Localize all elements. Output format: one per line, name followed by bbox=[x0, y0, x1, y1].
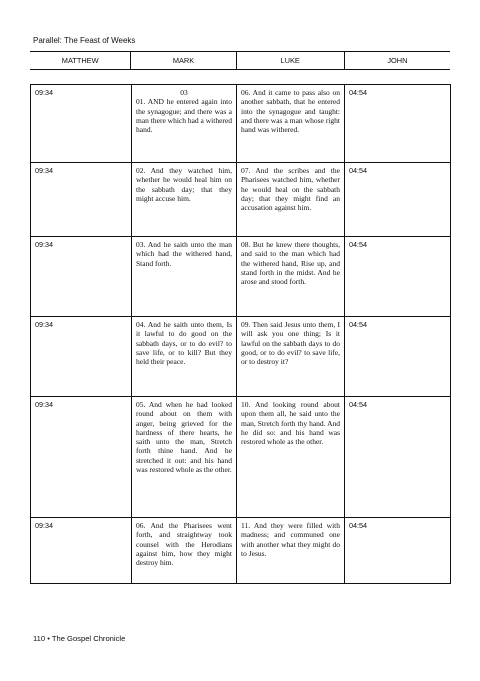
matthew-ref: 09:34 bbox=[31, 518, 132, 584]
mark-verse: 01. AND he entered again into the synagogue; and there was a man there which had a withered hand. bbox=[136, 97, 233, 135]
luke-verse: 10. And looking round about upon them all, he said unto the man, Stretch forth thy hand. And he did so: and his hand was restored whole as the other. bbox=[237, 397, 345, 518]
mark-cell bbox=[132, 85, 237, 163]
table-row bbox=[31, 518, 451, 584]
luke-verse: 08. But he knew there thoughts, and said to the man which had the withered hand, Rise up, and stand forth in the midst. And he arose and stood forth. bbox=[237, 237, 345, 317]
matthew-ref: 09:34 bbox=[31, 163, 132, 237]
column-header-john: JOHN bbox=[344, 52, 450, 70]
luke-verse: 11. And they were filled with madness; and communed one with another what they might do to Jesus. bbox=[237, 518, 345, 584]
mark-verse: 03. And he saith unto the man which had the withered hand, Stand forth. bbox=[132, 237, 237, 317]
mark-section-number: 03 bbox=[180, 88, 188, 97]
table-row bbox=[31, 237, 451, 317]
john-ref: 04:54 bbox=[345, 317, 451, 397]
table-row bbox=[31, 163, 451, 237]
column-header-matthew: MATTHEW bbox=[30, 52, 131, 70]
matthew-ref: 09:34 bbox=[31, 397, 132, 518]
table-row bbox=[31, 85, 451, 163]
column-header-row bbox=[30, 51, 450, 70]
john-ref: 04:54 bbox=[345, 85, 451, 163]
table-row bbox=[31, 397, 451, 518]
mark-verse: 05. And when he had looked round about on them with anger, being grieved for the hardness of there hearts, he saith unto the man, Stretch forth thine hand. And he stretched it out: and his hand was restored whole as the other. bbox=[132, 397, 237, 518]
luke-verse: 07. And the scribes and the Pharisees watched him, whether he would heal on the sabbath day; that they might find an accusation against him. bbox=[237, 163, 345, 237]
mark-verse: 06. And the Pharisees went forth, and straightway took counsel with the Herodians against him, how they might destroy him. bbox=[132, 518, 237, 584]
parallel-table bbox=[30, 84, 451, 584]
mark-verse: 02. And they watched him, whether he would heal him on the sabbath day; that they might accuse him. bbox=[132, 163, 237, 237]
column-header-luke: LUKE bbox=[236, 52, 344, 70]
luke-verse: 09. Then said Jesus unto them, I will ask you one thing; Is it lawful on the sabbath days to do good, or to do evil? to save life, or to destroy it? bbox=[237, 317, 345, 397]
matthew-ref: 09:34 bbox=[31, 237, 132, 317]
mark-verse: 04. And he saith unto them, Is it lawful to do good on the sabbath days, or to do evil? to save life, or to kill? But they held their peace. bbox=[132, 317, 237, 397]
john-ref: 04:54 bbox=[345, 518, 451, 584]
page-title: Parallel: The Feast of Weeks bbox=[33, 36, 136, 45]
matthew-ref: 09:34 bbox=[31, 85, 132, 163]
column-header-mark: MARK bbox=[131, 52, 236, 70]
luke-verse: 06. And it came to pass also on another sabbath, that he entered into the synagogue and taught: and there was a man whose right hand was withered. bbox=[237, 85, 345, 163]
john-ref: 04:54 bbox=[345, 163, 451, 237]
matthew-ref: 09:34 bbox=[31, 317, 132, 397]
table-row bbox=[31, 317, 451, 397]
john-ref: 04:54 bbox=[345, 237, 451, 317]
page-footer: 110 • The Gospel Chronicle bbox=[33, 634, 126, 643]
john-ref: 04:54 bbox=[345, 397, 451, 518]
